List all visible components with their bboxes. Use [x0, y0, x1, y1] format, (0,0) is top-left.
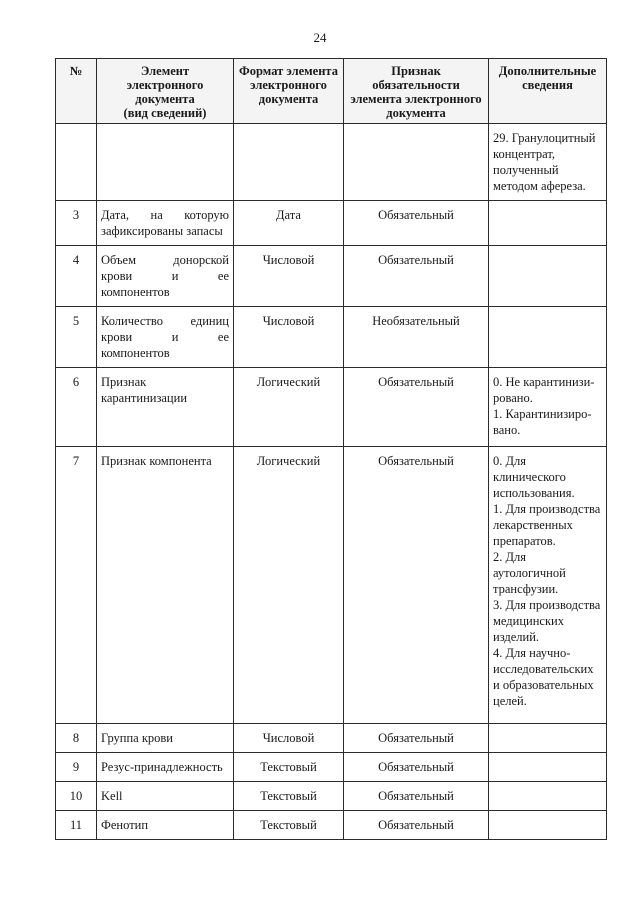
text-line: документа [386, 106, 446, 120]
text-line: Фенотип [101, 818, 149, 832]
cell-format [234, 124, 344, 201]
text-line: и образовательных [493, 678, 594, 692]
text-line: исследовательских [493, 662, 594, 676]
cell-num: 10 [56, 782, 97, 811]
text-line: компонентов [101, 285, 170, 299]
text-line: (вид сведений) [123, 106, 207, 120]
text-line: Дополнительные [498, 64, 597, 78]
header-num: № [56, 59, 97, 124]
text-line: Элемент [140, 64, 190, 78]
cell-num: 6 [56, 368, 97, 447]
cell-required: Обязательный [344, 782, 489, 811]
text-line: изделий. [493, 630, 540, 644]
page-number: 24 [313, 30, 327, 45]
header-extra [489, 59, 607, 124]
cell-element [97, 753, 234, 782]
cell-required: Обязательный [344, 201, 489, 246]
cell-format: Текстовый [234, 811, 344, 840]
cell-element [97, 246, 234, 307]
text-line: методом афереза. [493, 179, 586, 193]
table-row [56, 447, 607, 724]
text-line: элемента электронного [350, 92, 482, 106]
cell-extra [489, 201, 607, 246]
cell-format: Текстовый [234, 753, 344, 782]
table-row [56, 811, 607, 840]
cell-format: Числовой [234, 724, 344, 753]
text-line: 1. Карантинизиро- [493, 407, 592, 421]
cell-element [97, 447, 234, 724]
text-line: обязательности [372, 78, 460, 92]
text-line: препаратов. [493, 534, 556, 548]
table-body [56, 124, 607, 840]
text-line: Признак [101, 375, 147, 389]
text-line: 3. Для производства [493, 598, 601, 612]
cell-element [97, 811, 234, 840]
text-line: крови и ее [101, 330, 229, 344]
cell-num: 8 [56, 724, 97, 753]
table-row [56, 782, 607, 811]
cell-element [97, 307, 234, 368]
text-line: аутологичной [493, 566, 566, 580]
cell-required: Обязательный [344, 447, 489, 724]
cell-format: Числовой [234, 246, 344, 307]
table-row [56, 724, 607, 753]
text-line: концентрат, [493, 147, 556, 161]
cell-required: Необязательный [344, 307, 489, 368]
cell-extra [489, 246, 607, 307]
cell-required: Обязательный [344, 811, 489, 840]
text-line: Признак [391, 64, 441, 78]
document-table [55, 58, 607, 840]
text-line: электронного [126, 78, 204, 92]
cell-element [97, 368, 234, 447]
text-line: Количество единиц [101, 314, 229, 328]
text-line: 0. Не карантинизи- [493, 375, 595, 389]
text-line: Признак компонента [101, 454, 212, 468]
text-line: 0. Для [493, 454, 527, 468]
cell-num: 7 [56, 447, 97, 724]
text-line: зафиксированы запасы [101, 224, 223, 238]
text-line: сведения [522, 78, 573, 92]
header-required [344, 59, 489, 124]
cell-element [97, 782, 234, 811]
cell-extra [489, 782, 607, 811]
text-line: целей. [493, 694, 527, 708]
text-line: Формат элемента [239, 64, 338, 78]
cell-format: Числовой [234, 307, 344, 368]
cell-extra [489, 368, 607, 447]
text-line: Объем донорской [101, 253, 229, 267]
header-element [97, 59, 234, 124]
text-line: 4. Для научно- [493, 646, 571, 660]
table-row [56, 368, 607, 447]
cell-num: 3 [56, 201, 97, 246]
cell-required [344, 124, 489, 201]
table-row [56, 246, 607, 307]
text-line: электронного [250, 78, 327, 92]
text-line: медицинских [493, 614, 564, 628]
text-line: крови и ее [101, 269, 229, 283]
table-row [56, 307, 607, 368]
text-line: вано. [493, 423, 521, 437]
cell-num: 4 [56, 246, 97, 307]
cell-extra [489, 753, 607, 782]
text-line: Группа крови [101, 731, 173, 745]
cell-extra [489, 447, 607, 724]
table-row [56, 201, 607, 246]
cell-num: 5 [56, 307, 97, 368]
cell-extra [489, 724, 607, 753]
table-row [56, 753, 607, 782]
table-header-row [56, 59, 607, 124]
cell-required: Обязательный [344, 368, 489, 447]
cell-required: Обязательный [344, 753, 489, 782]
cell-required: Обязательный [344, 246, 489, 307]
text-line: Дата, на которую [101, 208, 229, 222]
cell-num: 11 [56, 811, 97, 840]
cell-format: Логический [234, 447, 344, 724]
cell-format: Логический [234, 368, 344, 447]
cell-element [97, 124, 234, 201]
text-line: компонентов [101, 346, 170, 360]
text-line: Kell [101, 789, 123, 803]
text-line: ровано. [493, 391, 533, 405]
cell-extra [489, 307, 607, 368]
text-line: документа [135, 92, 195, 106]
text-line: карантинизации [101, 391, 188, 405]
text-line: клинического [493, 470, 566, 484]
header-format [234, 59, 344, 124]
cell-element [97, 201, 234, 246]
text-line: 2. Для [493, 550, 527, 564]
cell-num [56, 124, 97, 201]
text-line: 29. Гранулоцитный [493, 131, 596, 145]
cell-format: Дата [234, 201, 344, 246]
text-line: документа [258, 92, 319, 106]
text-line: Резус-принадлежность [101, 760, 223, 774]
cell-element [97, 724, 234, 753]
cell-num: 9 [56, 753, 97, 782]
cell-format: Текстовый [234, 782, 344, 811]
cell-extra [489, 124, 607, 201]
text-line: трансфузии. [493, 582, 559, 596]
text-line: использования. [493, 486, 575, 500]
text-line: лекарственных [493, 518, 573, 532]
cell-required: Обязательный [344, 724, 489, 753]
table-row [56, 124, 607, 201]
text-line: 1. Для производства [493, 502, 601, 516]
cell-extra [489, 811, 607, 840]
text-line: полученный [493, 163, 559, 177]
